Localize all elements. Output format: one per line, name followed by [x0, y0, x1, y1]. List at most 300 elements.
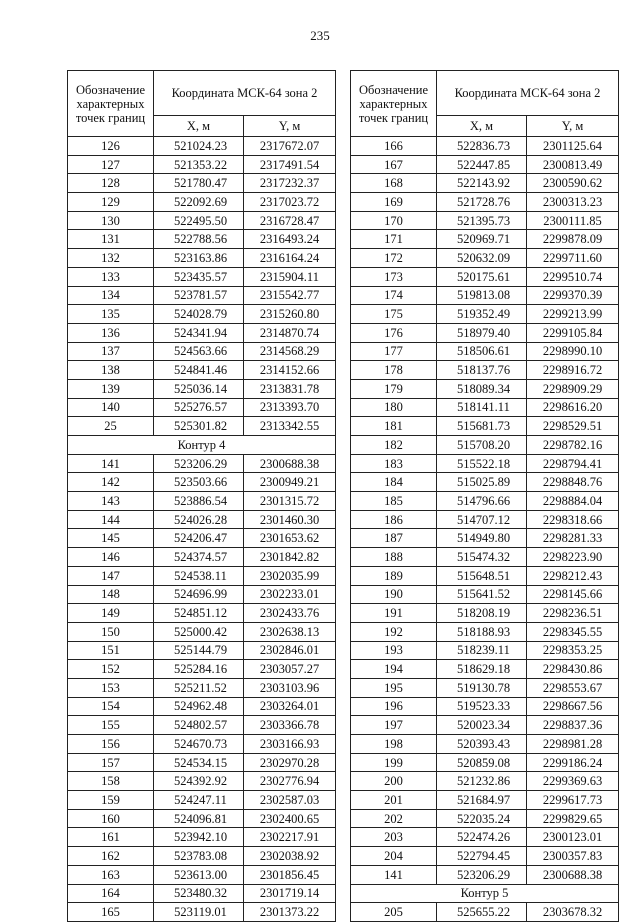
- point-number: 161: [68, 828, 154, 847]
- x-coordinate: 523613.00: [154, 865, 244, 884]
- x-coordinate: 525301.82: [154, 417, 244, 436]
- point-label-header: Обозначение характерных точек границ: [68, 71, 154, 137]
- point-number: 170: [351, 211, 437, 230]
- x-coordinate: 524028.79: [154, 305, 244, 324]
- table-row: [68, 211, 336, 230]
- table-row: [68, 323, 336, 342]
- table-row: [351, 791, 619, 810]
- x-coordinate: 524841.46: [154, 361, 244, 380]
- x-coordinate: 522495.50: [154, 211, 244, 230]
- y-coordinate: 2301842.82: [244, 548, 336, 567]
- coordinates-table-left: [67, 70, 336, 922]
- point-number: 130: [68, 211, 154, 230]
- point-number: 197: [351, 716, 437, 735]
- x-coordinate: 524096.81: [154, 809, 244, 828]
- point-number: 153: [68, 678, 154, 697]
- table-row: [68, 622, 336, 641]
- table-row: [351, 417, 619, 436]
- point-number: 188: [351, 548, 437, 567]
- point-number: 196: [351, 697, 437, 716]
- x-coordinate: 521684.97: [437, 791, 527, 810]
- y-coordinate: 2301460.30: [244, 510, 336, 529]
- x-coordinate: 518089.34: [437, 379, 527, 398]
- table-row: [68, 305, 336, 324]
- point-number: 178: [351, 361, 437, 380]
- table-row: [68, 604, 336, 623]
- y-coordinate: 2298529.51: [527, 417, 619, 436]
- y-coordinate: 2303264.01: [244, 697, 336, 716]
- point-number: 165: [68, 903, 154, 922]
- table-row: [351, 622, 619, 641]
- x-coordinate: 515474.32: [437, 548, 527, 567]
- point-number: 135: [68, 305, 154, 324]
- point-number: 204: [351, 847, 437, 866]
- table-row: [351, 305, 619, 324]
- y-coordinate: 2298794.41: [527, 454, 619, 473]
- x-coordinate: 524696.99: [154, 585, 244, 604]
- point-number: 143: [68, 492, 154, 511]
- y-coordinate: 2313342.55: [244, 417, 336, 436]
- y-coordinate: 2300813.49: [527, 155, 619, 174]
- x-coordinate: 519352.49: [437, 305, 527, 324]
- point-number: 141: [68, 454, 154, 473]
- point-number: 136: [68, 323, 154, 342]
- y-coordinate: 2298782.16: [527, 436, 619, 455]
- table-row: [68, 417, 336, 436]
- y-coordinate: 2300313.23: [527, 193, 619, 212]
- x-column-header: X, м: [154, 116, 244, 137]
- y-coordinate: 2299617.73: [527, 791, 619, 810]
- y-coordinate: 2300590.62: [527, 174, 619, 193]
- x-coordinate: 514949.80: [437, 529, 527, 548]
- table-row: [351, 436, 619, 455]
- y-coordinate: 2298353.25: [527, 641, 619, 660]
- x-coordinate: 520393.43: [437, 735, 527, 754]
- x-coordinate: 523119.01: [154, 903, 244, 922]
- table-row: [68, 566, 336, 585]
- x-coordinate: 518137.76: [437, 361, 527, 380]
- point-number: 147: [68, 566, 154, 585]
- table-row: [68, 492, 336, 511]
- y-coordinate: 2298667.56: [527, 697, 619, 716]
- table-row: [351, 137, 619, 156]
- y-coordinate: 2298318.66: [527, 510, 619, 529]
- y-coordinate: 2298848.76: [527, 473, 619, 492]
- y-coordinate: 2300123.01: [527, 828, 619, 847]
- x-coordinate: 523781.57: [154, 286, 244, 305]
- x-coordinate: 524341.94: [154, 323, 244, 342]
- x-column-header: X, м: [437, 116, 527, 137]
- x-coordinate: 522836.73: [437, 137, 527, 156]
- table-row: [351, 454, 619, 473]
- y-coordinate: 2298884.04: [527, 492, 619, 511]
- table-row: [351, 379, 619, 398]
- y-coordinate: 2301653.62: [244, 529, 336, 548]
- point-number: 145: [68, 529, 154, 548]
- table-row: [351, 716, 619, 735]
- x-coordinate: 525284.16: [154, 660, 244, 679]
- x-coordinate: 519813.08: [437, 286, 527, 305]
- y-coordinate: 2301125.64: [527, 137, 619, 156]
- table-row: [351, 211, 619, 230]
- table-row: [68, 865, 336, 884]
- x-coordinate: 520859.08: [437, 753, 527, 772]
- y-coordinate: 2301719.14: [244, 884, 336, 903]
- point-number: 142: [68, 473, 154, 492]
- y-coordinate: 2302776.94: [244, 772, 336, 791]
- point-number: 163: [68, 865, 154, 884]
- x-coordinate: 520632.09: [437, 249, 527, 268]
- point-number: 193: [351, 641, 437, 660]
- x-coordinate: 521728.76: [437, 193, 527, 212]
- y-coordinate: 2302587.03: [244, 791, 336, 810]
- point-label-header: Обозначение характерных точек границ: [351, 71, 437, 137]
- point-number: 134: [68, 286, 154, 305]
- y-coordinate: 2303678.32: [527, 903, 619, 922]
- x-coordinate: 525211.52: [154, 678, 244, 697]
- point-number: 194: [351, 660, 437, 679]
- x-coordinate: 514707.12: [437, 510, 527, 529]
- table-row: [68, 267, 336, 286]
- x-coordinate: 520023.34: [437, 716, 527, 735]
- y-coordinate: 2302846.01: [244, 641, 336, 660]
- x-coordinate: 525276.57: [154, 398, 244, 417]
- x-coordinate: 515641.52: [437, 585, 527, 604]
- point-number: 158: [68, 772, 154, 791]
- x-coordinate: 518629.18: [437, 660, 527, 679]
- y-coordinate: 2298909.29: [527, 379, 619, 398]
- page-number: 235: [310, 28, 330, 43]
- y-coordinate: 2314568.29: [244, 342, 336, 361]
- y-coordinate: 2317491.54: [244, 155, 336, 174]
- point-number: 191: [351, 604, 437, 623]
- y-coordinate: 2299186.24: [527, 753, 619, 772]
- table-row: [351, 678, 619, 697]
- x-coordinate: 524962.48: [154, 697, 244, 716]
- x-coordinate: 524026.28: [154, 510, 244, 529]
- x-coordinate: 521395.73: [437, 211, 527, 230]
- point-number: 168: [351, 174, 437, 193]
- table-row: [351, 323, 619, 342]
- point-number: 198: [351, 735, 437, 754]
- point-number: 190: [351, 585, 437, 604]
- x-coordinate: 520969.71: [437, 230, 527, 249]
- x-coordinate: 525000.42: [154, 622, 244, 641]
- point-number: 164: [68, 884, 154, 903]
- point-number: 175: [351, 305, 437, 324]
- y-coordinate: 2299105.84: [527, 323, 619, 342]
- point-number: 172: [351, 249, 437, 268]
- x-coordinate: 518239.11: [437, 641, 527, 660]
- x-coordinate: 521232.86: [437, 772, 527, 791]
- y-coordinate: 2314870.74: [244, 323, 336, 342]
- x-coordinate: 525036.14: [154, 379, 244, 398]
- point-number: 180: [351, 398, 437, 417]
- y-coordinate: 2298281.33: [527, 529, 619, 548]
- point-number: 151: [68, 641, 154, 660]
- table-row: [68, 473, 336, 492]
- y-coordinate: 2314152.66: [244, 361, 336, 380]
- y-coordinate: 2299213.99: [527, 305, 619, 324]
- x-coordinate: 515708.20: [437, 436, 527, 455]
- y-coordinate: 2298145.66: [527, 585, 619, 604]
- point-number: 173: [351, 267, 437, 286]
- point-number: 144: [68, 510, 154, 529]
- point-number: 166: [351, 137, 437, 156]
- table-row: [351, 193, 619, 212]
- x-coordinate: 523503.66: [154, 473, 244, 492]
- point-number: 133: [68, 267, 154, 286]
- y-coordinate: 2298837.36: [527, 716, 619, 735]
- table-row: [351, 155, 619, 174]
- table-row: [68, 847, 336, 866]
- table-row: [351, 230, 619, 249]
- y-coordinate: 2315542.77: [244, 286, 336, 305]
- y-coordinate: 2298430.86: [527, 660, 619, 679]
- table-row: [351, 510, 619, 529]
- table-row: [68, 772, 336, 791]
- table-row: [68, 828, 336, 847]
- y-coordinate: 2303057.27: [244, 660, 336, 679]
- point-number: 177: [351, 342, 437, 361]
- x-coordinate: 515025.89: [437, 473, 527, 492]
- x-coordinate: 522092.69: [154, 193, 244, 212]
- x-coordinate: 522474.26: [437, 828, 527, 847]
- table-row: [68, 735, 336, 754]
- table-row: [351, 473, 619, 492]
- table-row: [351, 660, 619, 679]
- y-coordinate: 2303366.78: [244, 716, 336, 735]
- x-coordinate: 524563.66: [154, 342, 244, 361]
- point-number: 203: [351, 828, 437, 847]
- coord-system-header: Координата МСК-64 зона 2: [437, 71, 619, 116]
- table-row: [68, 286, 336, 305]
- contour-heading: Контур 4: [68, 436, 336, 455]
- point-number: 156: [68, 735, 154, 754]
- point-number: 141: [351, 865, 437, 884]
- point-number: 205: [351, 903, 437, 922]
- table-row: [351, 174, 619, 193]
- point-number: 174: [351, 286, 437, 305]
- point-number: 25: [68, 417, 154, 436]
- y-column-header: Y, м: [527, 116, 619, 137]
- x-coordinate: 520175.61: [437, 267, 527, 286]
- point-number: 167: [351, 155, 437, 174]
- point-number: 146: [68, 548, 154, 567]
- y-coordinate: 2299369.63: [527, 772, 619, 791]
- y-coordinate: 2300688.38: [527, 865, 619, 884]
- point-number: 160: [68, 809, 154, 828]
- point-number: 200: [351, 772, 437, 791]
- x-coordinate: 525144.79: [154, 641, 244, 660]
- x-coordinate: 524206.47: [154, 529, 244, 548]
- table-row: [68, 791, 336, 810]
- point-number: 195: [351, 678, 437, 697]
- point-number: 186: [351, 510, 437, 529]
- table-row: [351, 492, 619, 511]
- table-row: [68, 379, 336, 398]
- x-coordinate: 521353.22: [154, 155, 244, 174]
- point-number: 154: [68, 697, 154, 716]
- point-number: 157: [68, 753, 154, 772]
- y-coordinate: 2313393.70: [244, 398, 336, 417]
- table-row: [68, 660, 336, 679]
- x-coordinate: 518188.93: [437, 622, 527, 641]
- point-number: 129: [68, 193, 154, 212]
- x-coordinate: 521024.23: [154, 137, 244, 156]
- table-row: [68, 716, 336, 735]
- point-number: 192: [351, 622, 437, 641]
- table-row: [68, 361, 336, 380]
- contour-heading-row: [351, 884, 619, 903]
- table-row: [68, 174, 336, 193]
- table-row: [351, 772, 619, 791]
- point-number: 138: [68, 361, 154, 380]
- x-coordinate: 514796.66: [437, 492, 527, 511]
- y-coordinate: 2300111.85: [527, 211, 619, 230]
- x-coordinate: 524374.57: [154, 548, 244, 567]
- x-coordinate: 522143.92: [437, 174, 527, 193]
- table-row: [68, 753, 336, 772]
- point-number: 140: [68, 398, 154, 417]
- table-row: [351, 267, 619, 286]
- table-row: [68, 155, 336, 174]
- x-coordinate: 519130.78: [437, 678, 527, 697]
- x-coordinate: 515681.73: [437, 417, 527, 436]
- point-number: 148: [68, 585, 154, 604]
- table-row: [68, 585, 336, 604]
- y-coordinate: 2298981.28: [527, 735, 619, 754]
- table-row: [68, 398, 336, 417]
- y-coordinate: 2299829.65: [527, 809, 619, 828]
- y-coordinate: 2302400.65: [244, 809, 336, 828]
- x-coordinate: 524670.73: [154, 735, 244, 754]
- y-coordinate: 2301315.72: [244, 492, 336, 511]
- x-coordinate: 518979.40: [437, 323, 527, 342]
- table-row: [351, 548, 619, 567]
- y-coordinate: 2298236.51: [527, 604, 619, 623]
- point-number: 162: [68, 847, 154, 866]
- point-number: 149: [68, 604, 154, 623]
- x-coordinate: 523435.57: [154, 267, 244, 286]
- table-row: [351, 828, 619, 847]
- table-row: [68, 249, 336, 268]
- table-row: [68, 529, 336, 548]
- y-coordinate: 2303166.93: [244, 735, 336, 754]
- point-number: 185: [351, 492, 437, 511]
- y-coordinate: 2303103.96: [244, 678, 336, 697]
- table-row: [351, 735, 619, 754]
- x-coordinate: 522788.56: [154, 230, 244, 249]
- table-row: [351, 249, 619, 268]
- x-coordinate: 522035.24: [437, 809, 527, 828]
- x-coordinate: 524802.57: [154, 716, 244, 735]
- x-coordinate: 523206.29: [154, 454, 244, 473]
- y-coordinate: 2299878.09: [527, 230, 619, 249]
- x-coordinate: 523480.32: [154, 884, 244, 903]
- y-coordinate: 2298616.20: [527, 398, 619, 417]
- y-coordinate: 2315904.11: [244, 267, 336, 286]
- table-row: [351, 697, 619, 716]
- point-number: 159: [68, 791, 154, 810]
- point-number: 179: [351, 379, 437, 398]
- x-coordinate: 523942.10: [154, 828, 244, 847]
- point-number: 128: [68, 174, 154, 193]
- table-row: [68, 193, 336, 212]
- x-coordinate: 523206.29: [437, 865, 527, 884]
- table-row: [351, 753, 619, 772]
- y-coordinate: 2298553.67: [527, 678, 619, 697]
- contour-heading-row: [68, 436, 336, 455]
- table-row: [351, 398, 619, 417]
- y-coordinate: 2301373.22: [244, 903, 336, 922]
- y-coordinate: 2302638.13: [244, 622, 336, 641]
- x-coordinate: 524534.15: [154, 753, 244, 772]
- x-coordinate: 521780.47: [154, 174, 244, 193]
- table-row: [68, 884, 336, 903]
- y-coordinate: 2317232.37: [244, 174, 336, 193]
- point-number: 187: [351, 529, 437, 548]
- point-number: 189: [351, 566, 437, 585]
- x-coordinate: 524247.11: [154, 791, 244, 810]
- point-number: 127: [68, 155, 154, 174]
- y-coordinate: 2302433.76: [244, 604, 336, 623]
- x-coordinate: 524392.92: [154, 772, 244, 791]
- y-coordinate: 2298916.72: [527, 361, 619, 380]
- y-coordinate: 2302233.01: [244, 585, 336, 604]
- x-coordinate: 515648.51: [437, 566, 527, 585]
- x-coordinate: 518506.61: [437, 342, 527, 361]
- y-coordinate: 2302035.99: [244, 566, 336, 585]
- y-coordinate: 2316728.47: [244, 211, 336, 230]
- point-number: 126: [68, 137, 154, 156]
- table-row: [68, 454, 336, 473]
- y-coordinate: 2298990.10: [527, 342, 619, 361]
- table-row: [351, 809, 619, 828]
- point-number: 131: [68, 230, 154, 249]
- x-coordinate: 522447.85: [437, 155, 527, 174]
- point-number: 169: [351, 193, 437, 212]
- y-coordinate: 2298212.43: [527, 566, 619, 585]
- y-coordinate: 2300688.38: [244, 454, 336, 473]
- point-number: 132: [68, 249, 154, 268]
- y-coordinate: 2302038.92: [244, 847, 336, 866]
- point-number: 137: [68, 342, 154, 361]
- x-coordinate: 524538.11: [154, 566, 244, 585]
- x-coordinate: 519523.33: [437, 697, 527, 716]
- point-number: 199: [351, 753, 437, 772]
- point-number: 150: [68, 622, 154, 641]
- table-row: [351, 286, 619, 305]
- table-row: [351, 865, 619, 884]
- table-row: [351, 342, 619, 361]
- table-row: [68, 510, 336, 529]
- point-number: 155: [68, 716, 154, 735]
- table-row: [351, 529, 619, 548]
- y-coordinate: 2313831.78: [244, 379, 336, 398]
- y-coordinate: 2317023.72: [244, 193, 336, 212]
- y-coordinate: 2302970.28: [244, 753, 336, 772]
- y-coordinate: 2298223.90: [527, 548, 619, 567]
- contour-heading: Контур 5: [351, 884, 619, 903]
- point-number: 184: [351, 473, 437, 492]
- point-number: 182: [351, 436, 437, 455]
- y-coordinate: 2300357.83: [527, 847, 619, 866]
- y-coordinate: 2298345.55: [527, 622, 619, 641]
- y-coordinate: 2300949.21: [244, 473, 336, 492]
- point-number: 183: [351, 454, 437, 473]
- table-row: [68, 230, 336, 249]
